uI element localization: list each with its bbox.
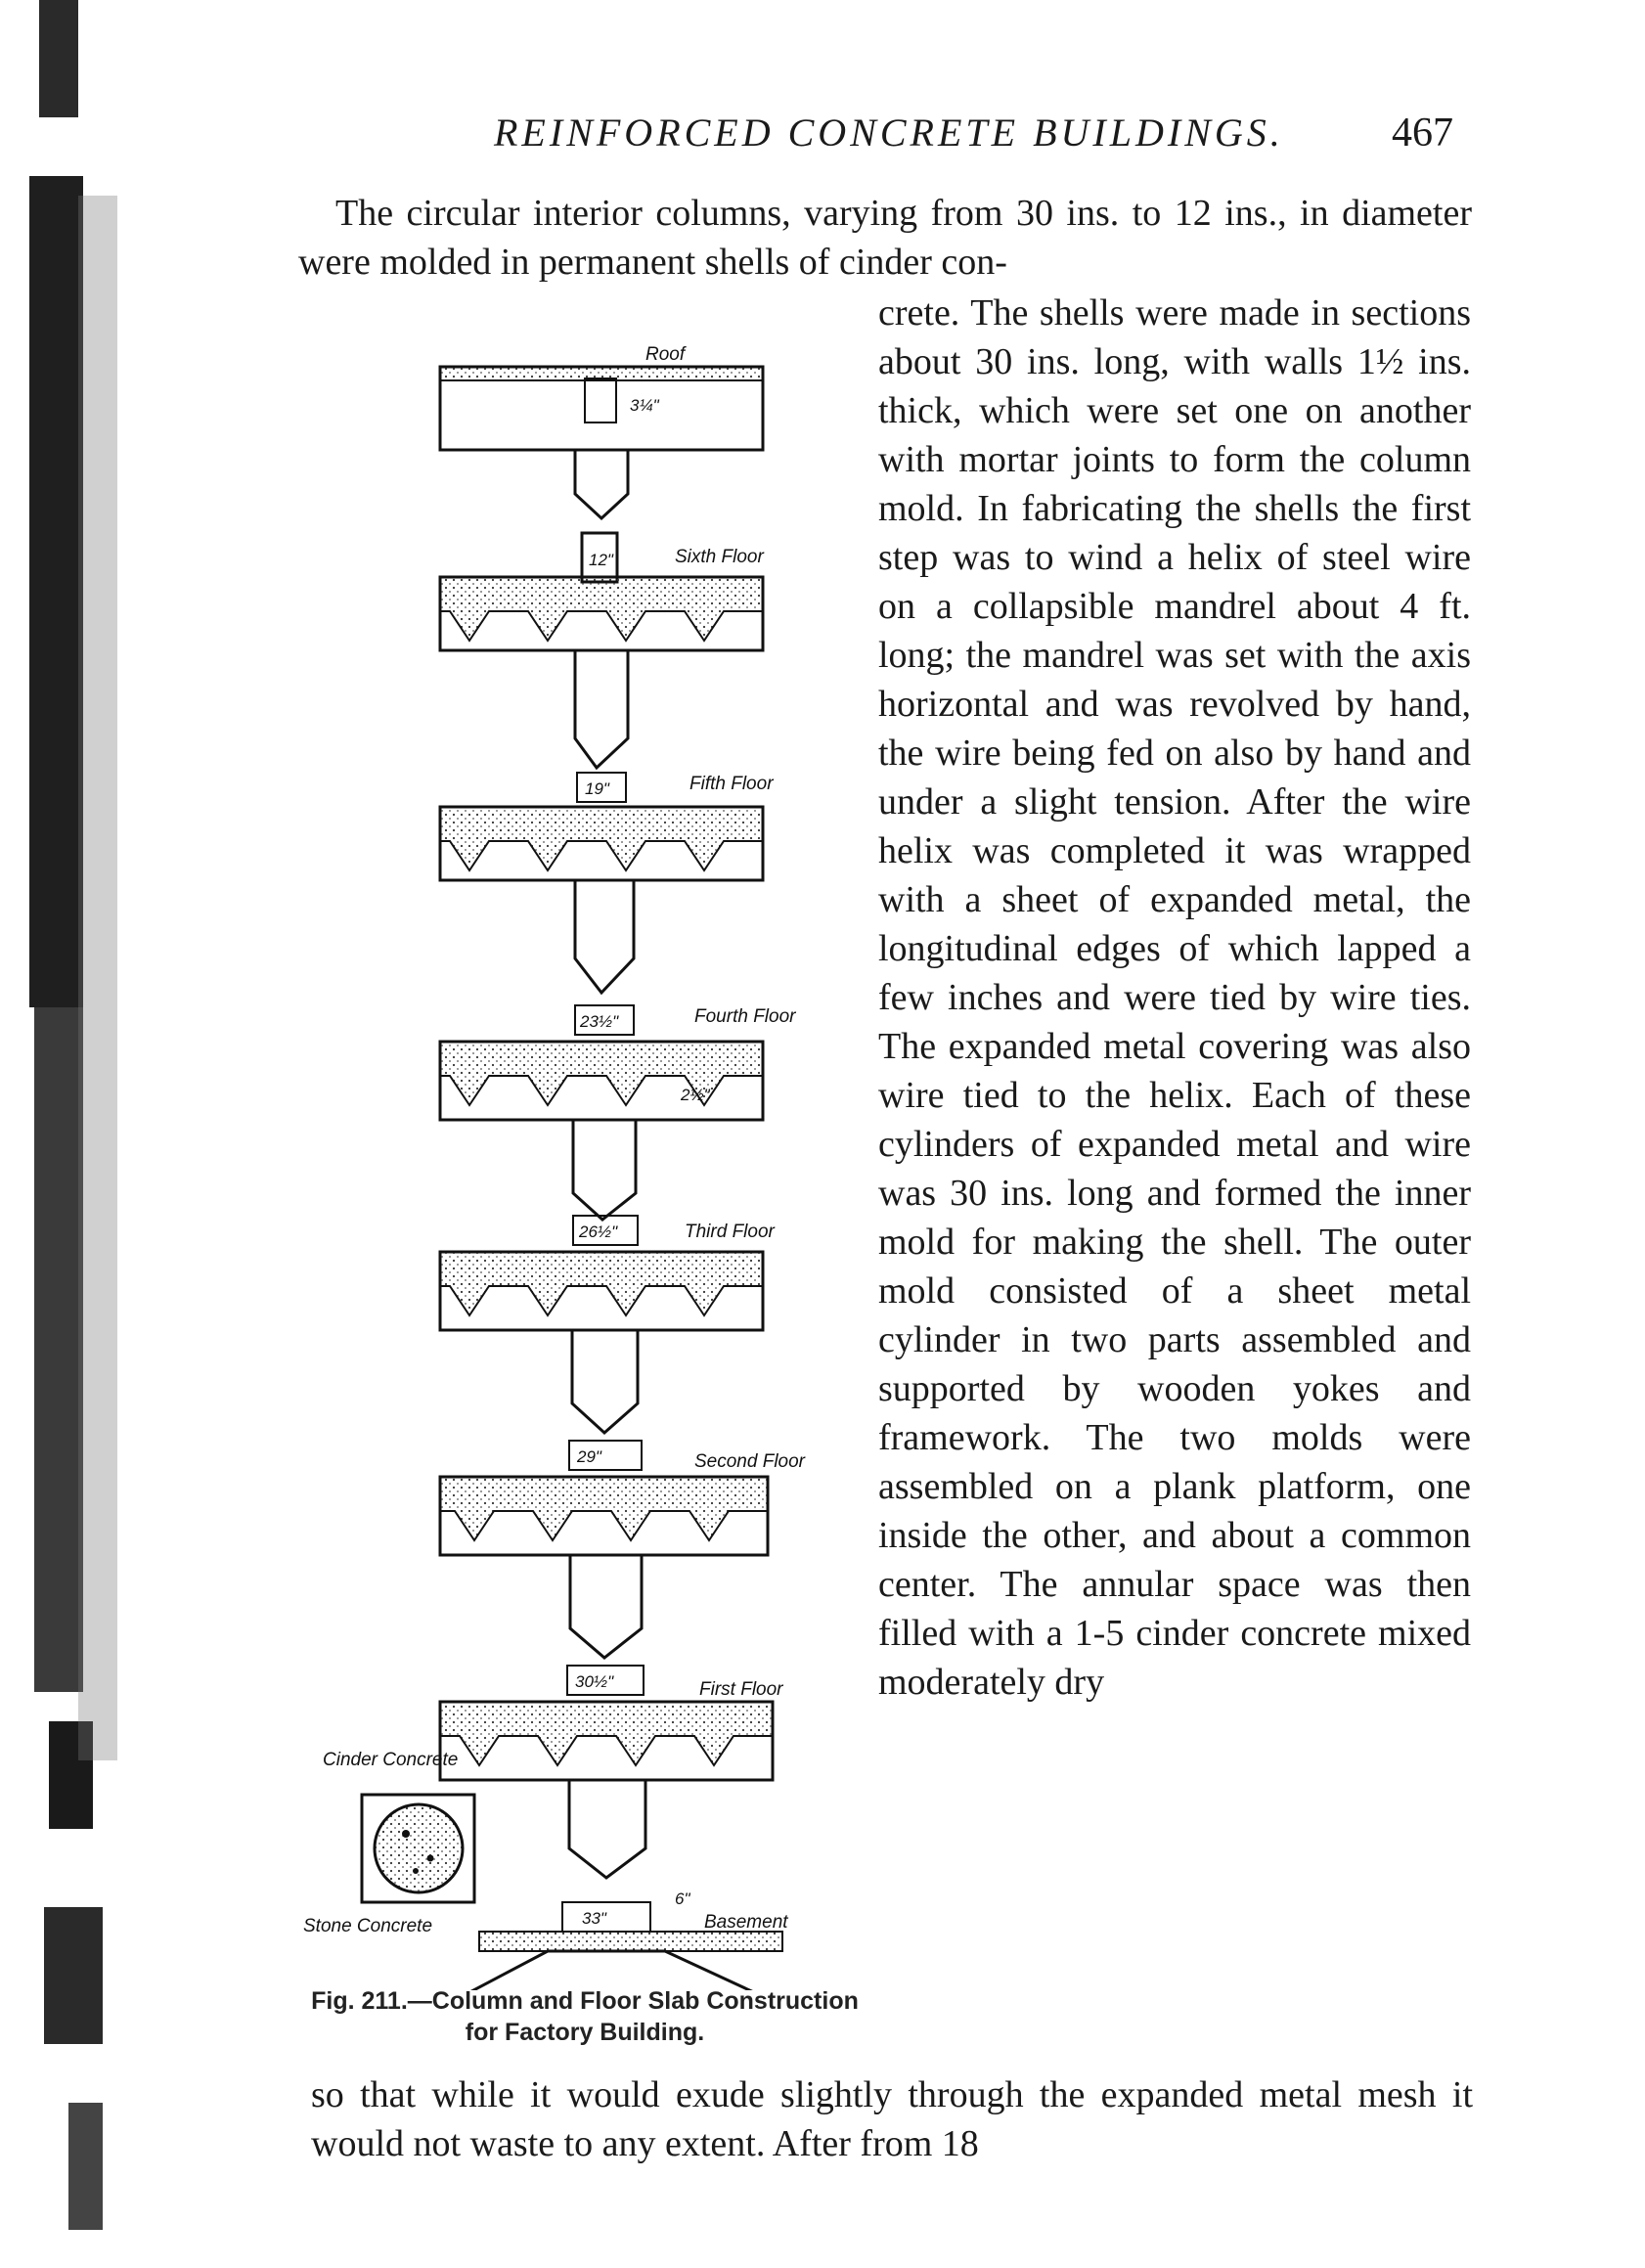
second-floor-slab bbox=[440, 1441, 806, 1658]
label-fourth-floor: Fourth Floor bbox=[694, 1006, 796, 1027]
dim-fourth-depth: 2½" bbox=[681, 1086, 710, 1104]
paragraph-start: The circular interior columns, varying from 30 ins. to 12 ins., in diameter were molded in permanent shells of cinder con- bbox=[298, 193, 1472, 283]
paragraph-end: so that while it would exude slightly through the expanded metal mesh it would not waste to any extent. After from 18 bbox=[311, 2074, 1473, 2164]
dim-third: 26½" bbox=[579, 1223, 618, 1241]
label-first-floor: First Floor bbox=[699, 1679, 783, 1700]
dim-basement-slab: 6" bbox=[675, 1890, 690, 1908]
label-basement: Basement bbox=[704, 1912, 788, 1933]
basement-footing bbox=[372, 1890, 866, 1990]
page-header bbox=[0, 110, 1645, 168]
dim-second: 29" bbox=[577, 1447, 601, 1466]
first-floor-slab bbox=[440, 1666, 783, 1878]
cinder-concrete-section bbox=[303, 1750, 474, 1936]
third-floor-slab bbox=[440, 1216, 776, 1433]
fourth-floor-slab bbox=[440, 1005, 796, 1220]
label-second-floor: Second Floor bbox=[694, 1451, 806, 1472]
page-number: 467 bbox=[1392, 111, 1453, 156]
dim-first: 30½" bbox=[575, 1672, 614, 1691]
label-fifth-floor: Fifth Floor bbox=[689, 774, 774, 794]
dim-sixth: 12" bbox=[589, 551, 613, 569]
fifth-floor-slab bbox=[440, 773, 774, 993]
label-sixth-floor: Sixth Floor bbox=[675, 547, 764, 567]
dim-fourth: 23½" bbox=[580, 1012, 619, 1031]
dim-basement: 33" bbox=[582, 1909, 606, 1928]
label-third-floor: Third Floor bbox=[685, 1222, 775, 1242]
sixth-floor-slab bbox=[440, 533, 764, 768]
dim-roof: 3¼" bbox=[630, 396, 659, 415]
roof-slab bbox=[440, 344, 763, 518]
running-title: REINFORCED CONCRETE BUILDINGS. bbox=[494, 111, 1284, 155]
label-stone-concrete: Stone Concrete bbox=[303, 1916, 433, 1936]
label-roof: Roof bbox=[645, 344, 686, 365]
scanned-spine-edge bbox=[0, 0, 147, 2268]
figure-caption: Fig. 211.—Column and Floor Slab Construction for Factory Building. bbox=[311, 1987, 859, 2046]
label-cinder-concrete: Cinder Concrete bbox=[323, 1750, 459, 1770]
wrapped-paragraph: crete. The shells were made in sections about 30 ins. long, with walls 1½ ins. thick, which were set one on another with mortar joints to form the column mold. In fabricating the shells the first step was to wind a helix of steel wire on a collapsible mandrel about 4 ft. long; the mandrel was set with the axis horizontal and was revolved by hand, the wire being fed on also by hand and under a slight tension. After the wire helix was completed it was wrapped with a sheet of expanded metal, the longitudinal edges of which lapped a few inches and were tied by wire ties. The expanded metal covering was also wire tied to the helix. Each of these cylinders of expanded metal and wire was 30 ins. long and formed the inner mold for making the shell. The outer mold consisted of a sheet metal cylinder in two parts assembled and supported by wooden yokes and framework. The two molds were assembled on a plank platform, one inside the other, and about a common center. The annular space was then filled with a 1-5 cinder concrete mixed moderately dry bbox=[878, 292, 1471, 1703]
dim-fifth: 19" bbox=[585, 779, 609, 798]
column-floor-slab-figure bbox=[303, 328, 875, 1990]
